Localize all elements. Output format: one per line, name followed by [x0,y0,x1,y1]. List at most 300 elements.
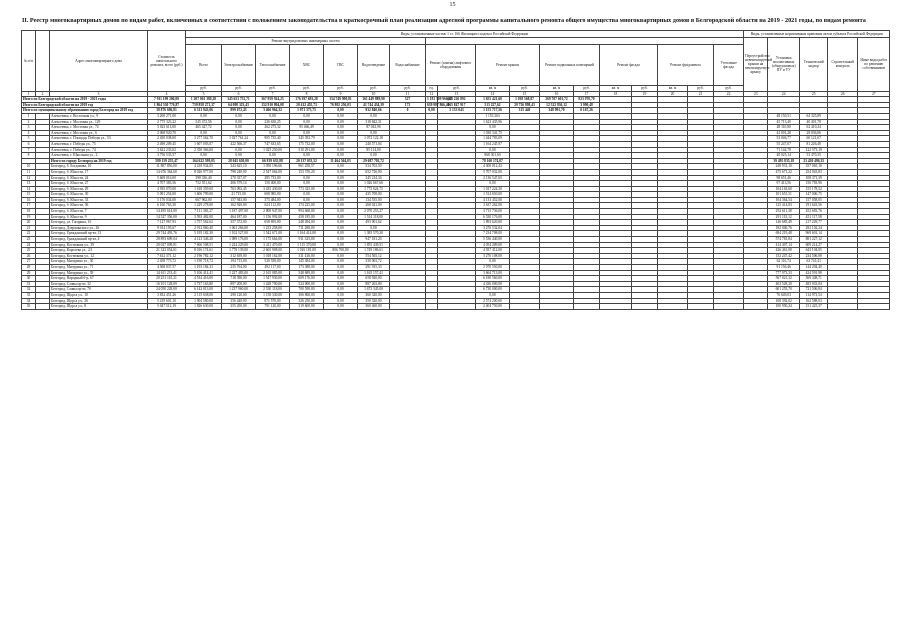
cell-eng: 7 111 365,27 [186,209,222,215]
cell-tech: 292 611,38 [768,209,800,215]
summary-cell-eng: 1 207 061 380,28 [186,97,222,103]
cell-heat: 262 273,32 [256,125,290,131]
cell-eng: 2 196 782,12 [186,253,222,259]
cell-sewer: 947 181,20 [358,237,390,243]
unit: руб. [688,86,714,92]
unit: руб. [290,86,324,92]
cell-eng: 2 115 638,00 [186,292,222,298]
cell-hot: 11 464 564,03 [324,158,358,164]
unit: кв. м [600,86,632,92]
cell-hot: 0,00 [324,130,358,136]
cell-hot: 0,00 [324,147,358,153]
column-number: 17 [574,91,600,97]
cell-tech: 98 651,46 [768,175,800,181]
cell-sewer: 0,00 [358,225,390,231]
cell-eng: 1 193 184,33 [186,265,222,271]
summary-cell-cold: 20 412 455,73 [290,102,324,108]
cell-addr: Алексеевка, г. Мостовая ул., 74 [50,125,148,131]
cell-addr: Алексеевка, г. Площадь Победы ул., 53 [50,136,148,142]
cell-addr: Алексеевка, г. Мостовая ул., 6 [50,130,148,136]
cell-heat: 608 985,00 [256,192,290,198]
cell-eng: 2 350 366,00 [186,147,222,153]
column-number: 4 [148,91,186,97]
cell-build: 452 683,76 [800,209,828,215]
cell-heat: 375 484,00 [256,197,290,203]
cell-total: 4 707 383,56 [148,181,186,187]
cell-hot: 0,00 [324,237,358,243]
cell-total: 7 127 967,93 [148,220,186,226]
unit: ед. [426,86,438,92]
cell-n: 23 [22,237,36,243]
cell-total: 28 893 609,04 [148,237,186,243]
cell-cold: 911 325,00 [290,237,324,243]
cell-roof: 3 715 736,00 [476,209,510,215]
cell-build: 569 348,71 [800,276,828,282]
cell-cold: 0,00 [290,119,324,125]
cell-electro: 343 625,10 [222,164,256,170]
cell-hot: 0,00 [324,113,358,119]
cell-heat: 658 695,00 [256,220,290,226]
cell-eng: 4 123 346,20 [186,237,222,243]
cell-cold: 0,00 [290,113,324,119]
cell-heat: 905 735,40 [256,136,290,142]
cell-total: 3 756 535,57 [148,153,186,159]
column-number: 10 [358,91,390,97]
cell-tech: 777 973,33 [768,270,800,276]
cell-hot: 0,00 [324,136,358,142]
cell-sewer: 350 320,00 [358,298,390,304]
cell-addr: Белгород, Щорса ул., 26 [50,298,148,304]
cell-addr: Белгород, Щорса ул., 8 [50,304,148,310]
column-number: 27 [858,91,890,97]
cell-cold: 773 325,00 [290,186,324,192]
summary-cell-sewer: 932 840,66 [358,108,390,114]
cell-build: 881 227,12 [800,237,828,243]
column-number: 26 [828,91,858,97]
summary-cell-eng: 759 858 271,37 [186,102,222,108]
cell-heat: 2 165 085,00 [256,270,290,276]
cell-tech: 567 021,32 [768,276,800,282]
cell-sewer: 134 535,00 [358,197,390,203]
summary-cell-hot: 0,00 [324,108,358,114]
cell-addr: Итого по городу Белгород на 2019 год [50,158,148,164]
cell-build: 254 043,83 [800,169,828,175]
cell-build: 63 741,41 [800,259,828,265]
cell-addr: Белгород, б. Богданова, 10 [50,164,148,170]
cell-cold: 0,00 [290,192,324,198]
cell-hot: 806 760,00 [324,248,358,254]
header-group-other [426,38,744,45]
cell-roof: 2 070 550,00 [476,265,510,271]
cell-roof: 1 514 650,00 [476,192,510,198]
cell-roof: 0,00 [476,181,510,187]
cell-eng: 5 106 414,41 [186,270,222,276]
cell-addr: Белгород, Гражданский пр-кт, 13 [50,231,148,237]
column-number: 24 [768,91,800,97]
cell-addr: Белгород, ул. Гагарина, 1б [50,220,148,226]
cell-sewer: 493 001,62 [358,220,390,226]
summary-cell-heat: 152 910 804,08 [256,102,290,108]
cell-roof: 1 444 783,09 [476,136,510,142]
cell-hot: 0,00 [324,292,358,298]
cell-n: 15 [22,192,36,198]
cell-n: 18 [22,209,36,215]
cell-hot: 0,00 [324,164,358,170]
cell-eng: 3 277 562,70 [186,136,222,142]
cell-n: 16 [22,197,36,203]
cell-roof: 5 536 440,00 [476,237,510,243]
cell-electro: 1 224 229,00 [222,242,256,248]
cell-total: 4 935 070,00 [148,186,186,192]
cell-cold: 0,00 [290,130,324,136]
cell-addr: Белгород, Славы пр-кт, 70 [50,287,148,293]
cell-build: 60 121,67 [800,136,828,142]
cell-tech: 62 116,74 [768,259,800,265]
cell-roof: 5 707 032,00 [476,169,510,175]
empty-cell [632,304,658,310]
cell-total: 20 027 009,81 [148,242,186,248]
header-hot: ГВС [324,45,358,86]
cell-roof: 6 180 560,00 [476,276,510,282]
cell-sewer: 435 708,00 [358,192,390,198]
cell-build: 483 033,84 [800,281,828,287]
cell-cold: 306 868,00 [290,292,324,298]
cell-build: 81 226,48 [800,141,828,147]
cell-eng: 7 606 508,51 [186,242,222,248]
cell-cold: 145 384,00 [290,259,324,265]
empty-cell [574,304,600,310]
cell-hot: 0,00 [324,175,358,181]
cell-n: 21 [22,225,36,231]
cell-electro: 290 120,00 [222,292,256,298]
cell-build: 155 178,52 [800,186,828,192]
cell-n: 33 [22,292,36,298]
cell-roof: 1 623 435,96 [476,119,510,125]
cell-electro: 422 566,37 [222,141,256,147]
cell-sewer: 330 063,72 [358,259,390,265]
summary-cell-sewer: 161 449 889,90 [358,97,390,103]
cell-roof: 0,00 [476,147,510,153]
header-metering: Переустройство невентилируемой крыши на вентилируемую крышу [744,38,768,92]
unit: руб. [438,86,476,92]
summary-cell-foundation: 923 970,70 [574,97,600,103]
column-number: 13 [438,91,476,97]
cell-tech: 97 413,56 [768,181,800,187]
cell-cold: 345 392,79 [290,136,324,142]
cell-hot: 0,00 [324,242,358,248]
header-address: Адрес многоквартирного дома [50,31,148,92]
summary-cell-roof-area: 513 227,62 [476,102,510,108]
cell-eng: 0,00 [186,130,222,136]
column-number: 6 [222,91,256,97]
cell-roof: 2 136 547,65 [476,175,510,181]
cell-cold: 609 176,00 [290,276,324,282]
cell-build: 969 601,14 [800,231,828,237]
unit: руб. [574,86,600,92]
cell-cold: 524 000,00 [290,281,324,287]
cell-build: 157 058,05 [800,197,828,203]
column-number: 2 [36,91,50,97]
cell-heat: 0,00 [256,113,290,119]
cell-electro: 718 390,00 [222,276,256,282]
cell-n: 32 [22,287,36,293]
cell-n: 4 [22,130,36,136]
cell-tech: 104 163,60 [768,186,800,192]
cell-tech: 104 364,54 [768,197,800,203]
cell-electro: 270 337,07 [222,175,256,181]
empty-cell [510,304,540,310]
cell-total: 6 160 763,30 [148,203,186,209]
cell-sewer: 29 687 702,72 [358,158,390,164]
cell-hot: 0,00 [324,220,358,226]
cell-eng: 0,00 [186,113,222,119]
cell-roof: 78 160 174,07 [476,158,510,164]
cell-electro: 1 227 483,00 [222,270,256,276]
cell-addr: Белгород, Костюкова ул., 39 [50,242,148,248]
cell-roof: 4 937 412,00 [476,248,510,254]
cell-eng: 752 551,62 [186,181,222,187]
header-total-cost: Стоимость капитального ремонта, всего (руб.) [148,31,186,92]
cell-cold: 153 376,20 [290,169,324,175]
cell-eng: 1 904 580,00 [186,298,222,304]
cell-heat: 1 233 258,00 [256,225,290,231]
cell-hot: 0,00 [324,197,358,203]
summary-cell-facade: 348 991,70 [540,108,574,114]
cell-heat: 1 428 700,00 [256,281,290,287]
cell-cold: 0,00 [290,197,324,203]
cell-electro: 162 920,00 [222,203,256,209]
cell-total: 14 676 364,60 [148,169,186,175]
cell-total: 20 251 161,21 [148,276,186,282]
cell-electro: 798 240,00 [222,169,256,175]
cell-cold: 319 600,00 [290,304,324,310]
summary-cell-lift: 0 [390,108,426,114]
cell-addr: Белгород, Мичурина ул., 71 [50,265,148,271]
cell-hot: 0,00 [324,186,358,192]
summary-cell-heat: 367 959 924,25 [256,97,290,103]
document-title: II. Реестр многоквартирных домов по видам работ, включенных в соответствии с положением законодательства в краткосрочный план реализации адресной программы капитального ремонта общего имущества многоквартирных домов в Белгородской области на 2019 - 2021 годы, по видам ремонта [22,17,866,24]
cell-build: 292 102,24 [800,225,828,231]
cell-sewer: 87 043,90 [358,125,390,131]
cell-n: 6 [22,141,36,147]
cell-eng: 2 912 060,40 [186,225,222,231]
summary-cell-label: Итого по Белгородской области на 2019 - 2021 годы [22,97,148,103]
cell-electro: 0,00 [222,153,256,159]
header-electro: Электроснабжение [222,45,256,86]
cell-n: 13 [22,181,36,187]
cell-electro: 357 372,00 [222,220,256,226]
cell-roof: 2 404 750,00 [476,304,510,310]
cell-addr: Белгород, Дзержинского ул., 16 [50,225,148,231]
cell-hot: 0,00 [324,287,358,293]
cell-electro: 356 440,00 [222,298,256,304]
cell-eng: 3 737 163,80 [186,281,222,287]
cell-build: 28 036,06 [800,130,828,136]
summary-cell-foundation: 3 990,48 [574,102,600,108]
unit: кв. м [540,86,574,92]
cell-eng: 0,00 [186,153,222,159]
cell-heat: 3 435 430,00 [256,186,290,192]
cell-eng: 545 472,56 [186,119,222,125]
cell-heat: 2 665 908,00 [256,248,290,254]
cell-total: 16 101 128,09 [148,281,186,287]
cell-cold: 700 590,00 [290,287,324,293]
cell-electro: 1 237 960,00 [222,287,256,293]
empty-cell [426,304,438,310]
header-roof: Ремонт крыши [476,45,540,86]
empty-cell [858,304,890,310]
cell-tech: 475 671,22 [768,169,800,175]
cell-build: 53 470,35 [800,153,828,159]
cell-electro: 312 639,00 [222,253,256,259]
cell-roof: 868 301,60 [476,153,510,159]
cell-electro: 1 027 761,24 [222,136,256,142]
column-number: 7 [256,91,290,97]
cell-hot: 0,00 [324,298,358,304]
cell-sewer: 1 855 439,51 [358,242,390,248]
cell-tech: 248 931,10 [768,164,800,170]
empty-cell [600,304,632,310]
cell-sewer: 1 514 118,00 [358,214,390,220]
unit: руб. [510,86,540,92]
cell-total: 5 419 601,10 [148,298,186,304]
cell-sewer: 268 021,00 [358,203,390,209]
cell-cold: 0,00 [290,175,324,181]
cell-sewer: 318 842,31 [358,119,390,125]
summary-cell-foundation: 0 167,26 [574,108,600,114]
header-group-engineering: Ремонт внутридомовых инженерных систем [186,38,426,45]
cell-total: 3 260 271,00 [148,113,186,119]
cell-electro: 157 943,00 [222,197,256,203]
cell-electro: 1 089 176,00 [222,237,256,243]
cell-n: 2 [22,119,36,125]
cell-total: 5 091 254,00 [148,192,186,198]
cell-roof: 4 436 000,00 [476,281,510,287]
cell-roof: 0,00 [476,259,510,265]
cell-sewer: 2 070 253,27 [358,209,390,215]
cell-n: 1 [22,113,36,119]
cell-n: 12 [22,175,36,181]
cell-heat: 1 542 671,00 [256,231,290,237]
cell-n: 28 [22,265,36,271]
column-number: 14 [476,91,510,97]
cell-tech: 146 685,49 [768,220,800,226]
table-row [22,304,890,310]
cell-build: 191 643,56 [800,203,828,209]
cell-heat: 2 547 064,00 [256,169,290,175]
cell-sewer: 652 726,00 [358,169,390,175]
cell-heat: 1 025 250,00 [256,147,290,153]
cell-heat: 1 156 992,00 [256,214,290,220]
header-group-extra: Виды, установленные нормативным правовым актом субъекта Российской Федерации [744,31,890,38]
summary-cell-total: 1 864 530 776,87 [148,102,186,108]
summary-cell-lift-cost: 0,00 [426,108,438,114]
cell-roof: 1 017 224,50 [476,186,510,192]
cell-cold: 0,00 [290,181,324,187]
cell-addr: Алексеевка, г. Мостовая ул., 129 [50,119,148,125]
cell-roof: 6 730 000,00 [476,287,510,293]
cell-roof: 3 276 108,00 [476,253,510,259]
cell-tech: 39 495 835,18 [768,158,800,164]
summary-cell-lift: 173 [390,102,426,108]
cell-heat: 285 733,00 [256,175,290,181]
cell-electro: 355 450,00 [222,304,256,310]
cell-eng: 4 534 416,00 [186,276,222,282]
unit: руб. [324,86,358,92]
column-number: 3 [50,91,148,97]
cell-roof: 0,00 [476,125,510,131]
unit: руб. [222,86,256,92]
cell-sewer: 1 165 157,41 [358,270,390,276]
summary-cell-basement: 315 440 [510,108,540,114]
cell-roof: 1 164 245,97 [476,141,510,147]
cell-n: 29 [22,270,36,276]
cell-addr: Белгород, б. Юности, 7 [50,209,148,215]
column-number: 12 [426,91,438,97]
cell-sewer: 0,00 [358,153,390,159]
cell-build: 62 410,24 [800,125,828,131]
cell-build: 147 006,75 [800,192,828,198]
cell-total: 2 450 038,00 [148,136,186,142]
cell-total: 14 527 356,00 [148,214,186,220]
column-number: 5 [186,91,222,97]
cell-tech: 100 950,24 [768,304,800,310]
cell-n: 11 [22,169,36,175]
cell-tech: 42 001,28 [768,130,800,136]
cell-hot: 0,00 [324,141,358,147]
cell-tech: 574 781,84 [768,237,800,243]
cell-build: 144 294,40 [800,265,828,271]
cell-electro: 406 579,14 [222,181,256,187]
cell-build: 64 325,89 [800,113,828,119]
summary-cell-cold: 1 071 373,75 [290,108,324,114]
summary-cell-lift-cost: 1 181 309 966,40 [427,97,453,102]
cell-total: 9 014 193,67 [148,225,186,231]
cell-sewer: 360 460,00 [358,304,390,310]
cell-tech: 125 414,83 [768,203,800,209]
summary-cell-label: Итого по муниципальному образованию город Белгород на 2019 год [22,108,148,114]
empty-cell [540,304,574,310]
cell-total: 2 068 920,70 [148,130,186,136]
cell-roof: 1 893 620,00 [476,220,510,226]
cell-hot: 0,00 [324,181,358,187]
cell-eng: 1 618 359,00 [186,186,222,192]
cell-hot: 0,00 [324,214,358,220]
cell-roof: 3 637 262,00 [476,203,510,209]
cell-electro: 0,00 [222,147,256,153]
cell-addr: Белгород, Народный б-р, 67 [50,276,148,282]
cell-heat: 1 058 196,66 [256,164,290,170]
cell-electro: 235 764,00 [222,265,256,271]
cell-addr: Алексеевка, г. Победы ул., 75 [50,141,148,147]
cell-electro: 1 102 527,00 [222,231,256,237]
table-body [22,91,890,309]
summary-cell-electro: 64 098 323,43 [222,102,256,108]
cell-heat: 226 630,25 [256,119,290,125]
cell-roof: 1 153 263 [476,113,510,119]
cell-sewer: 554 565,12 [358,253,390,259]
cell-n: 5 [22,136,36,142]
cell-eng: 398 336,40 [186,175,222,181]
summary-cell-electro: 345 653 752,71 [222,97,256,103]
cell-roof: 4 300 012,43 [476,164,510,170]
cell-total: 3 832 451,26 [148,292,186,298]
cell-cold: 458 185,00 [290,214,324,220]
cell-addr: Белгород, б. Юности, 24 [50,175,148,181]
page-number: 15 [449,2,456,8]
unit: руб. [256,86,290,92]
column-number: 22 [714,91,744,97]
